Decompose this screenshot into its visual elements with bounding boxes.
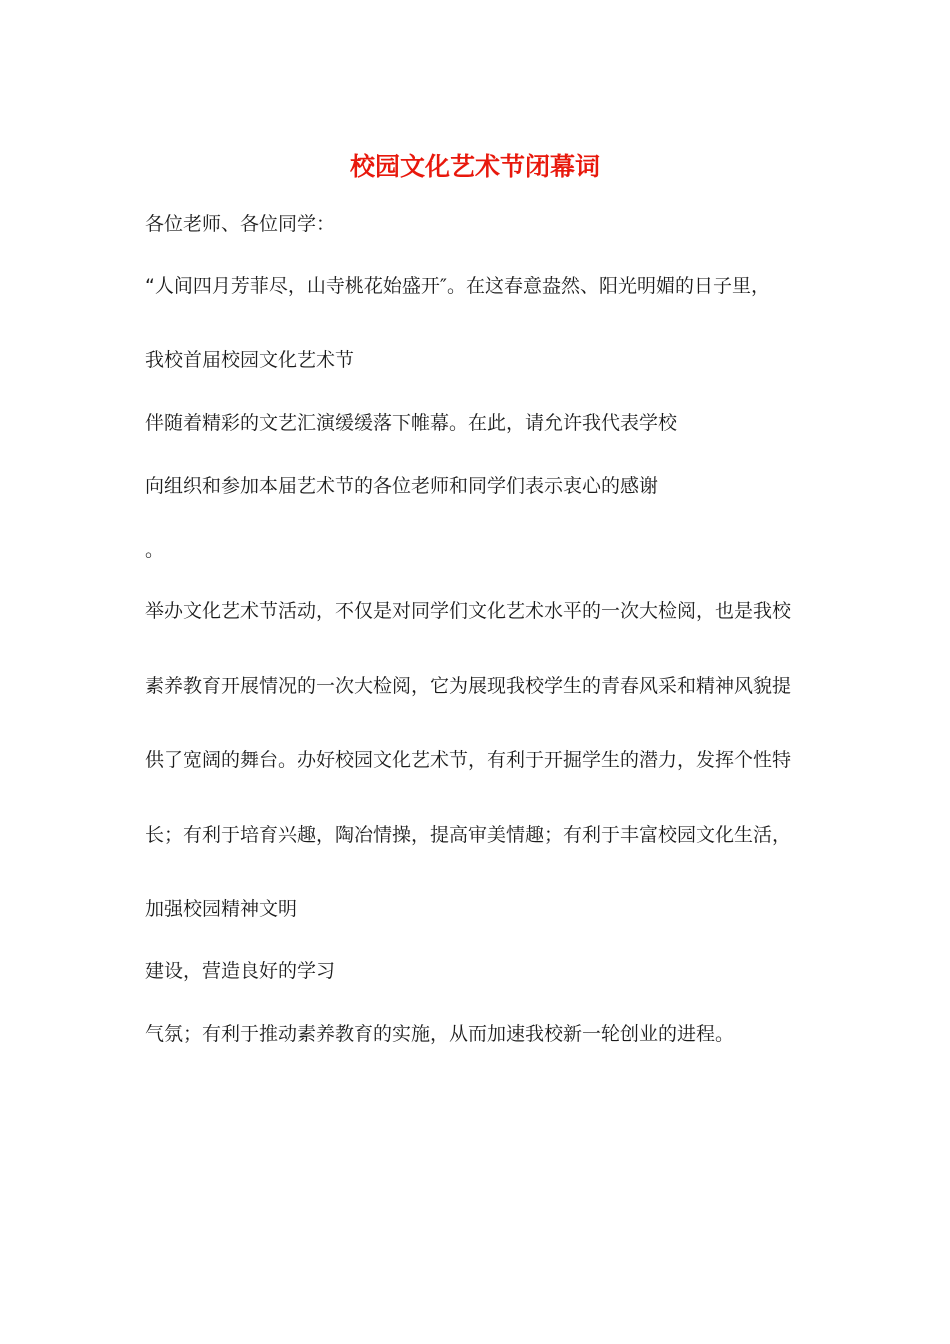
body-line-9: 长；有利于培育兴趣，陶冶情操，提高审美情趣；有利于丰富校园文化生活，: [145, 824, 792, 846]
body-line-3: 伴随着精彩的文艺汇演缓缓落下帷幕。在此，请允许我代表学校: [145, 412, 678, 434]
document-title: 校园文化艺术节闭幕词: [349, 152, 600, 181]
body-line-1: “人间四月芳菲尽，山寺桃花始盛开″。在这春意盎然、阳光明媚的日子里，: [145, 275, 770, 297]
body-line-4: 向组织和参加本届艺术节的各位老师和同学们表示衷心的感谢: [145, 475, 659, 497]
body-line-2: 我校首届校园文化艺术节: [145, 349, 355, 371]
body-line-10: 加强校园精神文明: [145, 898, 298, 920]
body-line-8: 供了宽阔的舞台。办好校园文化艺术节，有利于开掘学生的潜力，发挥个性特: [145, 749, 792, 771]
body-line-5: 。: [145, 539, 165, 561]
body-line-12: 气氛；有利于推动素养教育的实施，从而加速我校新一轮创业的进程。: [145, 1023, 735, 1045]
body-line-7: 素养教育开展情况的一次大检阅，它为展现我校学生的青春风采和精神风貌提: [145, 675, 792, 697]
salutation-line: 各位老师、各位同学：: [145, 213, 336, 235]
body-line-6: 举办文化艺术节活动，不仅是对同学们文化艺术水平的一次大检阅，也是我校: [145, 600, 792, 622]
body-line-11: 建设，营造良好的学习: [145, 960, 336, 982]
